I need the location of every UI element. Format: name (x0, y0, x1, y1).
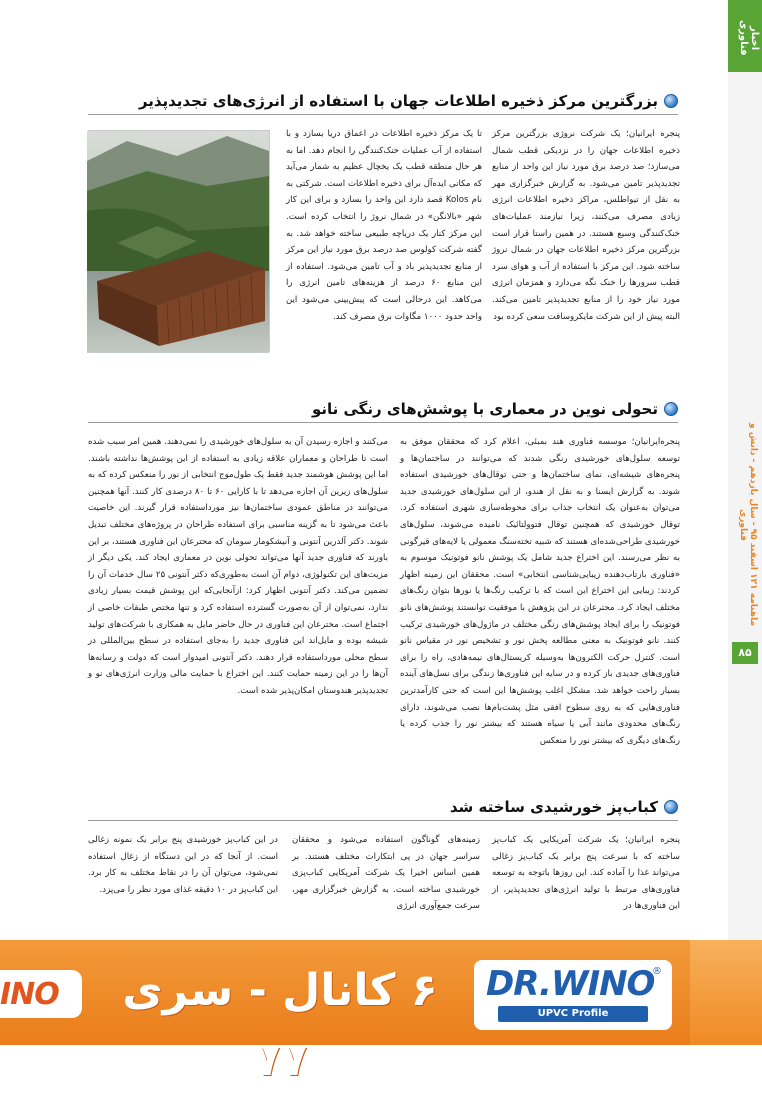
section-tab[interactable] (728, 0, 762, 72)
page-number: ۸۵ (732, 642, 758, 664)
advertisement-banner[interactable] (0, 940, 762, 1086)
ad-headline: ۶ کانال - سری ۷۷ (122, 965, 438, 1086)
globe-icon (664, 800, 678, 814)
article3-heading (450, 794, 678, 820)
article1-text-left: تا یک مرکز ذخیره اطلاعات در اعماق دریا بسازد و با استفاده از آب عملیات خنک‌کنندگی را انجام دهد. اما به هر حال منطقه قطب یک یخچال عظیم به شمار می‌آید که مکانی ایده‌آل برای ذخیره اطلاعات است. شرکتی به نام Kolos قصد دارد این واحد را بسازد و برای این کار شهر «بالانگن» در شمال نروژ را انتخاب کرده است. این مرکز کنار یک دریاچه طبیعی ساخته خواهد شد. به گفته شرکت کولوس صد درصد برق مورد نیاز این مرکز از منابع تجدیدپذیر باد و آب تامین می‌شود. استفاده از این منابع ۶۰ درصد از هزینه‌های تامین انرژی را می‌کاهد. این درحالی است که پیش‌بینی می‌شود این واحد حدود ۱۰۰۰ مگاوات برق مصرف کند. (286, 129, 482, 322)
article3-rule (88, 820, 678, 821)
globe-icon (664, 402, 678, 416)
article1-heading (139, 88, 678, 114)
article2-rule (88, 422, 678, 423)
brand-logo[interactable] (474, 960, 672, 1030)
article2-title: تحولی نوین در معماری با پوشش‌های رنگی نانو (311, 400, 658, 418)
issue-info: ماهنامه ۱۲۱ اسفند ۹۵ - سال یازدهم - دانش و فناوری (738, 423, 758, 627)
ad-left-logo-text: INO (0, 976, 59, 1012)
ad-right-strip (690, 940, 762, 1045)
article1-rule (88, 114, 678, 115)
article3-title: کباب‌پز خورشیدی ساخته شد (449, 798, 658, 816)
registered-mark: ® (652, 966, 662, 977)
article3-text-mid: زمینه‌های گوناگون استفاده می‌شود و محققان سراسر جهان در پی ابتکارات مختلف هستند. بر همین اساس اخیرا یک شرکت آمریکایی کباب‌پزی خورشیدی ساخته است. به گزارش خبرگزاری مهر، سرعت جمع‌آوری انرژی (292, 835, 480, 912)
article2-col-left (88, 434, 388, 700)
article1-text-right: پنجره ایرانیان؛ یک شرکت نروژی بزرگترین مرکز ذخیره اطلاعات جهان را در نزدیکی قطب شمال می‌سازد؛ صد درصد برق مورد نیاز این واحد از منابع تجدیدپذیر تامین می‌شود. به گزارش خبرگزاری مهر به نقل از تیواطلس، مراکز ذخیره اطلاعات انرژی زیادی مصرف می‌کنند، زیرا نیازمند عملیات‌های خنک‌کنندگی وسیع هستند. در همین راستا قرار است بزرگترین مرکز ذخیره اطلاعات جهان در شمال نروژ ساخته شود. این مرکز با استفاده از آب و هوای سرد قطب سرورها را خنک نگه می‌دارد و همزمان انرژی مورد نیاز خود را از منابع تجدیدپذیر تامین می‌کند. البته پیش از این شرکت مایکروسافت سعی کرده بود (492, 129, 680, 322)
brand-subtitle: UPVC Profile (498, 1006, 648, 1022)
brand-name: DR.WINO (486, 964, 655, 1004)
article1-title: بزرگترین مرکز ذخیره اطلاعات جهان با استفاده از انرژی‌های تجدیدپذیر (138, 92, 658, 110)
article3-text-left: در این کباب‌پز خورشیدی پنج برابر یک نمونه زغالی است. از آنجا که در این دستگاه از زغال استفاده نمی‌شود، می‌توان آن را در نقاط مختلف به کار برد. این کباب‌پز در ۱۰ دقیقه غذای مورد نظر را می‌پزد. (88, 835, 278, 895)
article2-text-left: می‌کنند و اجازه رسیدن آن به سلول‌های خورشیدی را نمی‌دهند. همین امر سبب شده است تا طراحان و معماران علاقه زیادی به استفاده از این پوشش‌ها نداشته باشند. اما این پوشش هوشمند جدید فقط یک طول‌موج انتخابی از نور را منعکس کرده که به سلول‌های زیرین آن اجازه می‌دهد تا با کارایی ۶۰ تا ۸۰ درصدی کار کنند. آنها همچنین می‌توانند در مناطق عمودی ساختمان‌ها نیز مورداستفاده قرار گیرند. این خاصیت باعث می‌شود تا به گزینه مناسبی برای استفاده طراحان در پروژه‌های مختلف تبدیل شوند. دکتر آلدرین آنتونی و آنیشکومار سومان که محترعان این فناوری هستند، بر این باورند که فناوری جدید آنها می‌تواند تحولی نوین در معماری ایجاد کند. یکی دیگر از مزیت‌های این تکنولوژی، دوام آن است به‌طوری‌که دکتر آنتونی ۲۵ سال خدمات آن را تضمین می‌کند. دکتر آنتونی اظهار کرد: ازآنجایی‌که این پوشش قیمت بسیار زیادی ندارد، نمی‌توان از آن به‌صورت گسترده استفاده کرد و تنها مختص طبقات خاصی از اجتماع است. مخترعان این فناوری در حال حاضر مایل به همکاری با شرکت‌های تولید شیشه بوده و مایل‌اند این فناوری جدید را به‌جای استفاده در سطح بین‌المللی در سطح محلی مورداستفاده قرار دهند. دکتر آنتونی امیدوار است که دولت و رسانه‌ها آن‌ها را در این زمینه حمایت کنند. این اختراع با حمایت مالی وزارت انرژی‌های نو و تجدیدپذیر هندوستان امکان‌پذیر شده است. (88, 437, 388, 696)
article2-heading (312, 396, 678, 422)
article3-text-right: پنجره ایرانیان؛ یک شرکت آمریکایی یک کباب‌پز ساخته که با سرعت پنج برابر یک کباب‌پز زغالی می‌تواند غذا را آماده کند. این روزها باتوجه به توسعه فناوری‌های مرتبط با تولید انرژی‌های تجدیدپذیر، از این فناوری‌ها در (492, 835, 680, 912)
article3-col-left (88, 832, 278, 898)
article3-col-mid (292, 832, 480, 915)
data-center-photo (88, 130, 270, 352)
article1-col-right (492, 126, 680, 325)
article2-text-right: پنجره‌ایرانیان؛ موسسه فناوری هند بمبئی، اعلام کرد که محققان موفق به توسعه سلول‌های خورشیدی رنگی شدند که می‌توانند در ساختمان‌ها و پنجره‌های شیشه‌ای، نمای ساختمان‌ها و حتی تو‌قال‌های خورشیدی استفاده شوند. به گزارش ایسنا و به نقل از هندو، از این سلول‌های خورشیدی جدید می‌توان به‌عنوان یک انتخاب جذاب برای محوطه‌سازی شهری استفاده کرد. توقال خورشیدی که همچنین توقال فتوولتائیک نامیده می‌شوند، سلول‌های خورشیدی طراحی‌شده‌ای هستند که شبیه تخته‌سنگ معمولی یا لایه‌های قیرگونی به نظر می‌رسند. این اختراع جدید شامل یک پوشش نانو فوتونیک موسوم به «فناوری بازتاب‌دهنده زیبایی‌شناسی انتخابی» است. محققان این زمینه اظهار کردند: زیبایی این اختراع این است که با ترکیب رنگ‌ها یا نورها بتوان رنگ‌های مختلف ایجاد کرد. محترعان در این پژوهش با موفقیت توانستند پوشش‌های نانو فوتونیک را برای ایجاد پوشش‌های رنگی مختلف در ماژول‌های خورشیدی ترکیب کنند. نانو فوتونیک به معنی مطالعه پخش نور و تشخیص نور در مقیاس نانو است. کنترل حرکت الکترون‌ها به‌وسیله کریستال‌های نیمه‌هادی، راه را برای فناوری‌های جدیدی باز کرده و در سایه این فناوری‌ها زندگی برای نسل‌های آینده بسیار راحت خواهد شد. مشکل اغلب پوشش‌ها این است که حتی کارآمدترین فناوری‌هایی که به‌ روی سطوح افقی مثل پشت‌بام‌ها نصب می‌شوند، دارای رنگ‌های محدودی مانند آبی یا سیاه هستند که بیشتر نور را جذب کرده یا رنگ‌های دیگری که بیشتر نور را منعکس (400, 437, 680, 746)
globe-icon (664, 94, 678, 108)
article2-col-right (400, 434, 680, 749)
article3-col-right (492, 832, 680, 915)
section-label: اخبار فناوری (738, 20, 760, 56)
ad-left-logo (0, 970, 82, 1018)
article1-col-left (286, 126, 482, 325)
